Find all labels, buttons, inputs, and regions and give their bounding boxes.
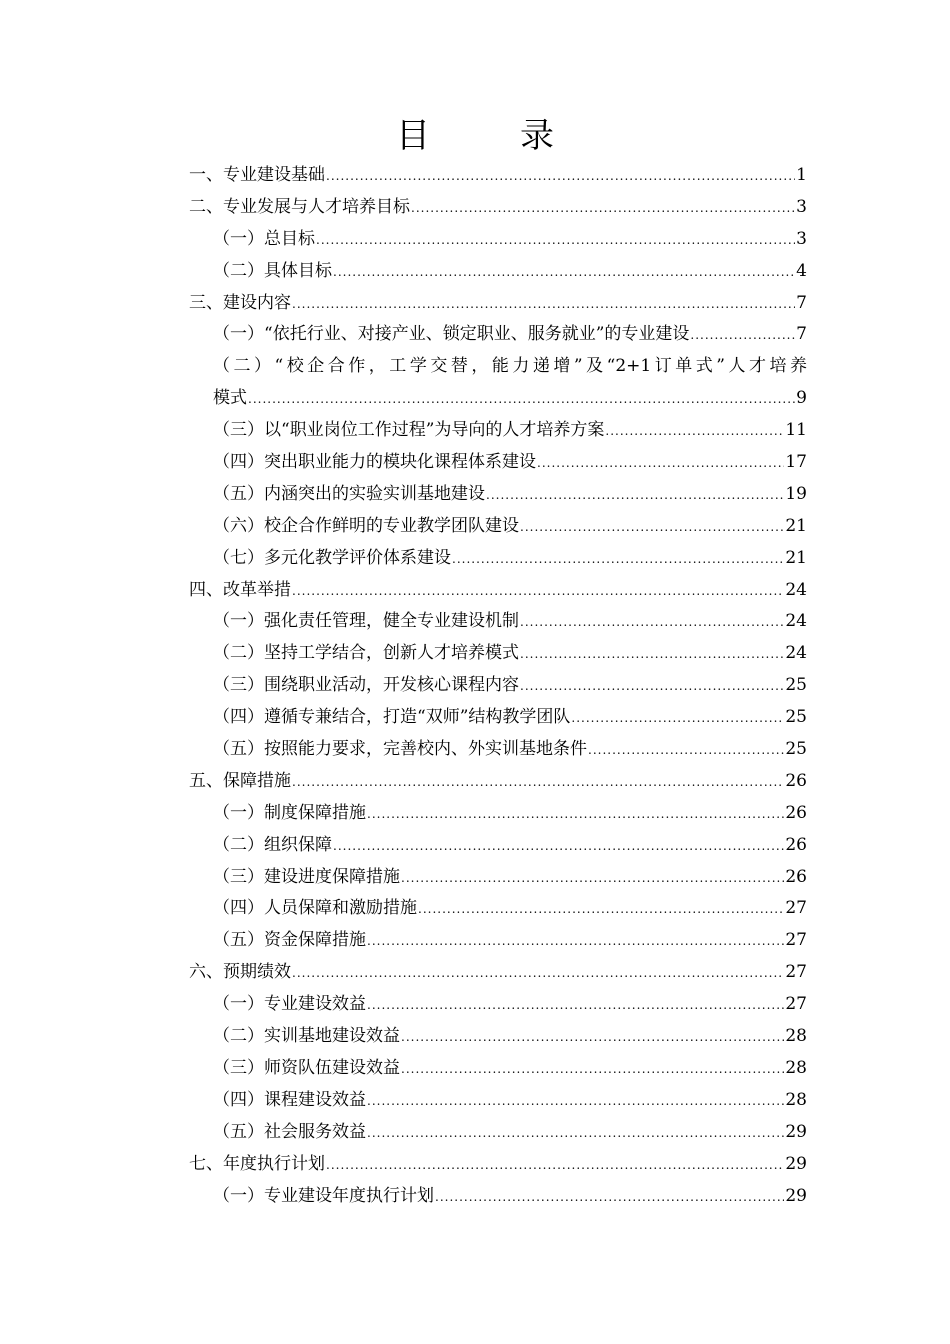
toc-leader-dots <box>520 512 784 544</box>
toc-entry[interactable] <box>189 192 807 224</box>
toc-leader-dots <box>435 1182 784 1214</box>
toc-entry[interactable] <box>189 447 807 479</box>
toc-entry[interactable] <box>189 1181 807 1213</box>
toc-entry-page: 3 <box>796 228 807 249</box>
toc-leader-dots <box>452 544 784 576</box>
toc-entry-text: （三）师资队伍建设效益 <box>213 1057 400 1078</box>
toc-entry-page: 3 <box>796 196 807 217</box>
toc-leader-dots <box>588 735 784 767</box>
toc-entry-text: 四、改革举措 <box>189 579 291 600</box>
toc-leader-dots <box>401 1054 784 1086</box>
toc-entry[interactable] <box>189 1149 807 1181</box>
toc-entry[interactable] <box>189 479 807 511</box>
toc-leader-dots <box>333 831 784 863</box>
toc-entry-page: 28 <box>785 1057 807 1078</box>
toc-entry-page: 24 <box>785 579 807 600</box>
toc-entry-page: 27 <box>785 898 807 919</box>
toc-leader-dots <box>367 990 784 1022</box>
toc-entry-text: （三）以“职业岗位工作过程”为导向的人才培养方案 <box>213 420 605 441</box>
toc-entry-page: 26 <box>785 802 807 823</box>
toc-entry-text: （二）实训基地建设效益 <box>213 1026 400 1047</box>
toc-entry-page: 24 <box>785 611 807 632</box>
toc-leader-dots <box>292 767 784 799</box>
toc-entry[interactable] <box>189 511 807 543</box>
toc-entry-page: 9 <box>796 388 807 409</box>
toc-leader-dots <box>367 1086 784 1118</box>
toc-entry[interactable] <box>189 319 807 351</box>
toc-leader-dots <box>520 639 784 671</box>
toc-leader-dots <box>367 1118 784 1150</box>
toc-entry-text: （二）具体目标 <box>213 260 332 281</box>
toc-entry-text: （三）围绕职业活动，开发核心课程内容 <box>213 675 519 696</box>
toc-entry-text: 五、保障措施 <box>189 770 291 791</box>
toc-entry-text: 二、专业发展与人才培养目标 <box>189 196 410 217</box>
toc-entry[interactable] <box>189 160 807 192</box>
toc-entry-text: （一）专业建设年度执行计划 <box>213 1185 434 1206</box>
toc-entry[interactable] <box>189 830 807 862</box>
toc-entry-text: 六、预期绩效 <box>189 962 291 983</box>
toc-entry-text: 一、专业建设基础 <box>189 165 325 185</box>
toc-entry[interactable] <box>189 957 807 989</box>
toc-entry[interactable] <box>189 224 807 256</box>
toc-leader-dots <box>401 863 784 895</box>
toc-leader-dots <box>520 671 784 703</box>
toc-leader-dots <box>571 703 784 735</box>
toc-entry-text: （五）资金保障措施 <box>213 930 366 951</box>
toc-entry-text: （七）多元化教学评价体系建设 <box>213 547 451 568</box>
toc-leader-dots <box>248 384 795 416</box>
toc-leader-dots <box>690 320 795 352</box>
toc-entry[interactable] <box>189 766 807 798</box>
toc-entry-page: 27 <box>785 962 807 983</box>
toc-entry[interactable] <box>189 415 807 447</box>
toc-leader-dots <box>401 1022 784 1054</box>
toc-entry-text: （四）突出职业能力的模块化课程体系建设 <box>213 452 536 473</box>
toc-entry-page: 26 <box>785 770 807 791</box>
toc-entry[interactable] <box>189 670 807 702</box>
toc-entry-page: 25 <box>785 739 807 760</box>
toc-entry-page: 4 <box>796 260 807 281</box>
toc-leader-dots <box>486 480 784 512</box>
toc-leader-dots <box>292 289 795 321</box>
toc-entry[interactable] <box>189 383 807 415</box>
toc-entry-page: 11 <box>785 420 807 441</box>
toc-entry[interactable] <box>189 575 807 607</box>
toc-entry-page: 19 <box>785 483 807 504</box>
toc-leader-dots <box>292 958 784 990</box>
toc-entry[interactable] <box>189 925 807 957</box>
toc-entry-text: （一）强化责任管理，健全专业建设机制 <box>213 611 519 632</box>
toc-entry-text: 模式 <box>213 388 247 409</box>
toc-leader-dots <box>520 607 784 639</box>
toc-entry[interactable] <box>189 256 807 288</box>
toc-entry-page: 1 <box>796 165 807 185</box>
toc-entry-page: 25 <box>785 675 807 696</box>
toc-entry-page: 21 <box>785 515 807 536</box>
toc-leader-dots <box>605 416 784 448</box>
toc-entry[interactable] <box>189 1053 807 1085</box>
toc-entry-page: 7 <box>796 292 807 313</box>
toc-leader-dots <box>537 448 784 480</box>
toc-entry[interactable] <box>189 1117 807 1149</box>
toc-entry-text: （三）建设进度保障措施 <box>213 866 400 887</box>
toc-entry-text: （五）社会服务效益 <box>213 1121 366 1142</box>
toc-entry[interactable] <box>189 893 807 925</box>
toc-leader-dots <box>326 1150 784 1182</box>
toc-leader-dots <box>316 225 795 257</box>
toc-entry-text: （二）组织保障 <box>213 834 332 855</box>
toc-entry-page: 7 <box>796 324 807 345</box>
toc-leader-dots <box>367 799 784 831</box>
toc-leader-dots <box>418 894 784 926</box>
toc-entry-text: （一）制度保障措施 <box>213 802 366 823</box>
toc-entry-text: （五）内涵突出的实验实训基地建设 <box>213 483 485 504</box>
toc-entry-text: 三、建设内容 <box>189 292 291 313</box>
toc-entry-text: （一）专业建设效益 <box>213 994 366 1015</box>
toc-entry-text: 七、年度执行计划 <box>189 1153 325 1174</box>
toc-entry[interactable] <box>189 989 807 1021</box>
toc-entry-text: （二）坚持工学结合，创新人才培养模式 <box>213 643 519 664</box>
toc-entry-page: 17 <box>785 452 807 473</box>
toc-entry[interactable] <box>189 288 807 320</box>
toc-entry-page: 24 <box>785 643 807 664</box>
toc-entry-page: 29 <box>785 1153 807 1174</box>
toc-entry-text: （四）课程建设效益 <box>213 1089 366 1110</box>
toc-entry[interactable] <box>189 702 807 734</box>
toc-entry-page: 28 <box>785 1026 807 1047</box>
toc-entry-text: （五）按照能力要求，完善校内、外实训基地条件 <box>213 739 587 760</box>
toc-entry-text: （一）总目标 <box>213 228 315 249</box>
toc-entry-page: 26 <box>785 866 807 887</box>
toc-entry[interactable] <box>189 862 807 894</box>
toc-entry-page: 29 <box>785 1121 807 1142</box>
toc-entry-text: （六）校企合作鲜明的专业教学团队建设 <box>213 515 519 536</box>
toc-entry-text: （一）“依托行业、对接产业、锁定职业、服务就业”的专业建设 <box>213 324 690 345</box>
toc-leader-dots <box>367 926 784 958</box>
toc-leader-dots <box>326 161 795 193</box>
toc-entry[interactable] <box>189 606 807 638</box>
toc-leader-dots <box>292 576 784 608</box>
toc-entry-page: 25 <box>785 707 807 728</box>
toc-entry-page: 27 <box>785 994 807 1015</box>
toc-entry-text: （四）人员保障和激励措施 <box>213 898 417 919</box>
toc-entry[interactable] <box>189 1021 807 1053</box>
toc-entry[interactable] <box>189 1085 807 1117</box>
toc-entry-page: 29 <box>785 1185 807 1206</box>
toc-entry[interactable] <box>189 543 807 575</box>
toc-title: 目 录 <box>396 116 582 156</box>
toc-entry-page: 26 <box>785 834 807 855</box>
toc-entry-text: （四）遵循专兼结合，打造“双师”结构教学团队 <box>213 707 571 728</box>
toc-entry[interactable] <box>189 798 807 830</box>
toc-entry[interactable] <box>189 638 807 670</box>
toc-leader-dots <box>411 193 795 225</box>
toc-entry-line1[interactable]: （二）“校企合作，工学交替，能力递增”及“2+1订单式”人才培养 <box>213 356 807 377</box>
table-of-contents <box>189 160 807 1212</box>
toc-entry-page: 27 <box>785 930 807 951</box>
toc-entry-page: 28 <box>785 1089 807 1110</box>
toc-entry-page: 21 <box>785 547 807 568</box>
toc-leader-dots <box>333 257 795 289</box>
toc-entry[interactable] <box>189 734 807 766</box>
